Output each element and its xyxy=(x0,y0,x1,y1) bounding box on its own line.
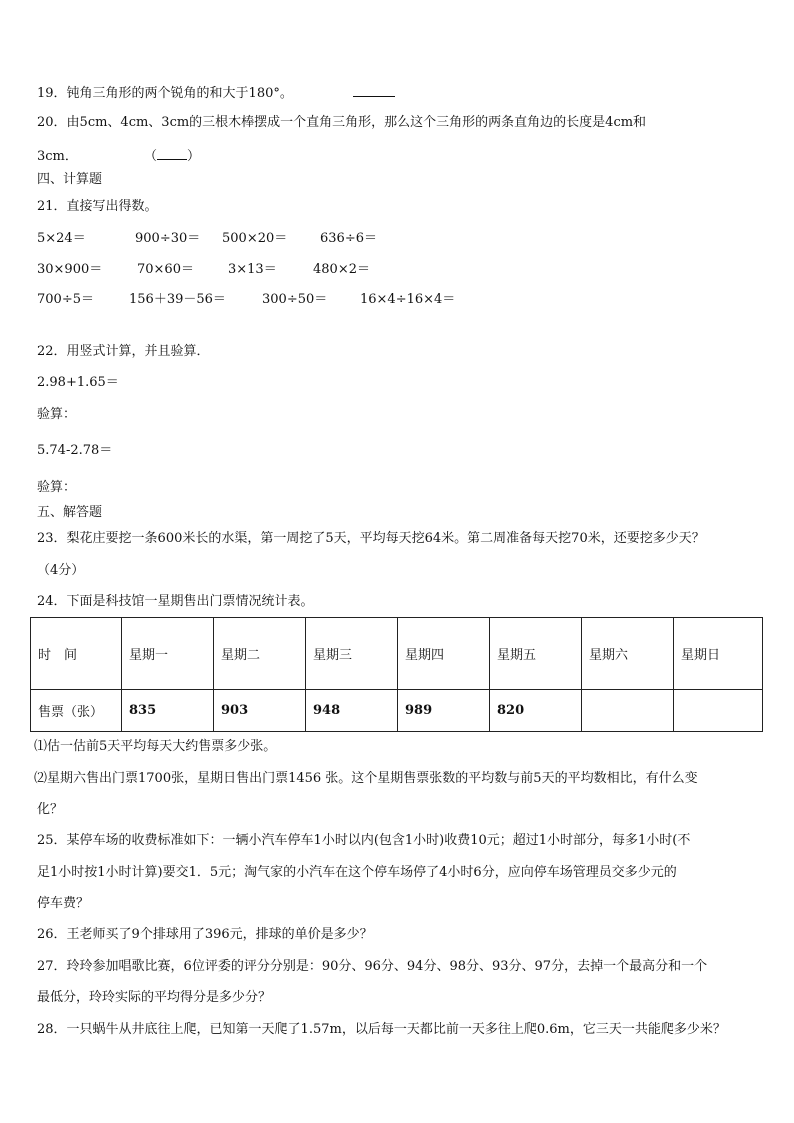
calc-item: 900÷30＝ xyxy=(135,231,201,246)
table-header-cell: 星期日 xyxy=(674,618,763,690)
question-25-line-3: 停车费？ xyxy=(37,896,90,911)
calc-item: 500×20＝ xyxy=(222,231,288,246)
question-23: 23．梨花庄要挖一条600米长的水渠，第一周挖了5天，平均每天挖64米。第二周准备每天挖70米，还要挖多少天？ xyxy=(37,531,705,546)
table-cell: 售票（张） xyxy=(31,690,122,732)
calc-item: 700÷5＝ xyxy=(37,292,94,307)
table-cell[interactable] xyxy=(674,690,763,732)
table-cell: 903 xyxy=(214,690,306,732)
question-21-title: 21．直接写出得数。 xyxy=(37,199,158,214)
question-20 xyxy=(37,114,646,132)
calc-item: 636÷6＝ xyxy=(320,231,377,246)
question-20-text-2: 3cm． xyxy=(37,149,78,164)
table-header-cell: 星期三 xyxy=(306,618,398,690)
question-24-sub-2-cont: 化？ xyxy=(37,802,64,817)
calc-item: 156＋39－56＝ xyxy=(129,292,226,307)
calc-item: 16×4÷16×4＝ xyxy=(360,292,456,307)
table-header-cell: 时 间 xyxy=(31,618,122,690)
question-25-line-1: 25．某停车场的收费标准如下：一辆小汽车停车1小时以内(包含1小时)收费10元；超过1小时部分，每多1小时(不 xyxy=(37,833,691,848)
calc-item: 70×60＝ xyxy=(137,262,194,277)
table-row xyxy=(31,690,763,732)
answer-blank[interactable] xyxy=(353,82,395,97)
table-cell: 820 xyxy=(490,690,582,732)
table-header-cell: 星期六 xyxy=(582,618,674,690)
question-22-check-1: 验算： xyxy=(37,407,77,422)
question-28: 28．一只蜗牛从井底往上爬，已知第一天爬了1.57m，以后每一天都比前一天多往上爬0.6m，它三天一共能爬多少米？ xyxy=(37,1022,726,1037)
question-24-sub-1: ⑴估一估前5天平均每天大约售票多少张。 xyxy=(34,739,277,754)
calc-item: 30×900＝ xyxy=(37,262,103,277)
question-22-check-2: 验算： xyxy=(37,480,77,495)
table-header-cell: 星期五 xyxy=(490,618,582,690)
question-24-sub-2: ⑵星期六售出门票1700张，星期日售出门票1456 张。这个星期售票张数的平均数与前5天的平均数相比，有什么变 xyxy=(34,771,698,786)
table-cell: 948 xyxy=(306,690,398,732)
ticket-sales-table xyxy=(30,617,763,732)
question-22-title: 22．用竖式计算，并且验算． xyxy=(37,344,210,359)
question-24-title: 24．下面是科技馆一星期售出门票情况统计表。 xyxy=(37,594,314,609)
question-20-cont xyxy=(37,145,200,166)
question-19 xyxy=(37,82,395,103)
table-cell: 835 xyxy=(122,690,214,732)
question-27-line-2: 最低分，玲玲实际的平均得分是多少分？ xyxy=(37,990,272,1005)
question-22-expr-1: 2.98+1.65＝ xyxy=(37,375,119,390)
calc-item: 480×2＝ xyxy=(313,262,370,277)
question-25-line-2: 足1小时按1小时计算)要交1．5元；淘气家的小汽车在这个停车场停了4小时6分，应向停车场管理员交多少元的 xyxy=(37,865,677,880)
calc-item: 3×13＝ xyxy=(228,262,277,277)
table-header-cell: 星期四 xyxy=(398,618,490,690)
table-header-cell: 星期二 xyxy=(214,618,306,690)
table-header-row xyxy=(31,618,763,690)
table-cell: 989 xyxy=(398,690,490,732)
question-26: 26．王老师买了9个排球用了396元，排球的单价是多少？ xyxy=(37,927,373,942)
section-4-heading: 四、计算题 xyxy=(37,172,103,187)
section-5-heading: 五、解答题 xyxy=(37,505,103,520)
table-header-cell: 星期一 xyxy=(122,618,214,690)
question-22-expr-2: 5.74-2.78＝ xyxy=(37,443,113,458)
calc-item: 300÷50＝ xyxy=(262,292,328,307)
question-19-text: 19．钝角三角形的两个锐角的和大于180°。 xyxy=(37,86,293,101)
table-cell[interactable] xyxy=(582,690,674,732)
calc-item: 5×24＝ xyxy=(37,231,86,246)
answer-paren[interactable]: （ ） xyxy=(144,149,200,164)
question-23-score: （4分） xyxy=(37,563,85,578)
question-20-text: 20．由5cm、4cm、3cm的三根木棒摆成一个直角三角形，那么这个三角形的两条直角边的长度是4cm和 xyxy=(37,115,647,130)
question-27-line-1: 27．玲玲参加唱歌比赛，6位评委的评分分别是：90分、96分、94分、98分、93分、97分，去掉一个最高分和一个 xyxy=(37,959,708,974)
